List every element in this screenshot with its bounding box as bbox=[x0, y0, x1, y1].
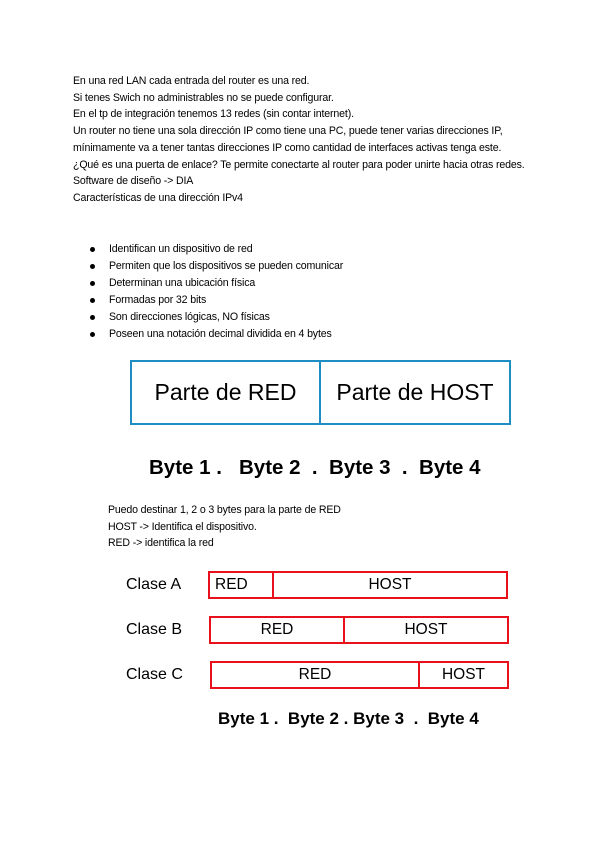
ip-parts-diagram bbox=[130, 360, 511, 425]
class-a-host: HOST bbox=[272, 573, 506, 597]
bytes-label: Byte 1 . Byte 2 . Byte 3 . Byte 4 bbox=[149, 456, 481, 479]
list-item: Permiten que los dispositivos se pueden comunicar bbox=[73, 258, 343, 275]
host-part: Parte de HOST bbox=[336, 379, 494, 405]
class-b-label: Clase B bbox=[126, 621, 183, 638]
paragraph: Software de diseño -> DIA bbox=[73, 175, 194, 188]
class-c-label: Clase C bbox=[126, 666, 183, 683]
ipv4-characteristics-list bbox=[73, 241, 343, 342]
class-a-red: RED bbox=[215, 576, 248, 593]
paragraph: Puedo destinar 1, 2 o 3 bytes para la parte de RED bbox=[108, 504, 341, 516]
list-item: Formadas por 32 bits bbox=[73, 292, 343, 309]
paragraph: En el tp de integración tenemos 13 redes (sin contar internet). bbox=[73, 108, 354, 121]
bytes-label-2: Byte 1 . Byte 2 . Byte 3 . Byte 4 bbox=[218, 709, 479, 728]
paragraph: Si tenes Swich no administrables no se puede configurar. bbox=[73, 91, 334, 104]
network-part: Parte de RED bbox=[132, 362, 321, 423]
paragraph: En una red LAN cada entrada del router es una red. bbox=[73, 75, 310, 87]
list-item: Son direcciones lógicas, NO físicas bbox=[73, 309, 343, 326]
class-b-host: HOST bbox=[343, 618, 507, 642]
list-item: Poseen una notación decimal dividida en 4 bytes bbox=[73, 326, 343, 343]
class-c-box bbox=[210, 661, 509, 689]
paragraph: ¿Qué es una puerta de enlace? Te permite conectarte al router para poder unirte hacia otras redes. bbox=[73, 158, 525, 171]
list-item: Identifican un dispositivo de red bbox=[73, 241, 343, 258]
paragraph: Características de una dirección IPv4 bbox=[73, 191, 243, 204]
class-b-box bbox=[209, 616, 509, 644]
class-a-label: Clase A bbox=[126, 576, 182, 593]
paragraph: Un router no tiene una sola dirección IP como tiene una PC, puede tener varias direcciones IP, mínimamente va a tener tantas direcciones IP como cantidad de interfaces activas tenga este. bbox=[73, 125, 503, 154]
list-item: Determinan una ubicación física bbox=[73, 275, 343, 292]
notes-text-2 bbox=[108, 502, 568, 552]
notes-text bbox=[73, 73, 533, 207]
class-b-red: RED bbox=[260, 621, 294, 638]
paragraph: HOST -> Identifica el dispositivo. bbox=[108, 520, 257, 533]
class-a-box bbox=[208, 571, 508, 599]
paragraph: RED -> identifica la red bbox=[108, 537, 214, 550]
class-c-red: RED bbox=[298, 666, 332, 683]
class-c-host: HOST bbox=[418, 663, 507, 687]
